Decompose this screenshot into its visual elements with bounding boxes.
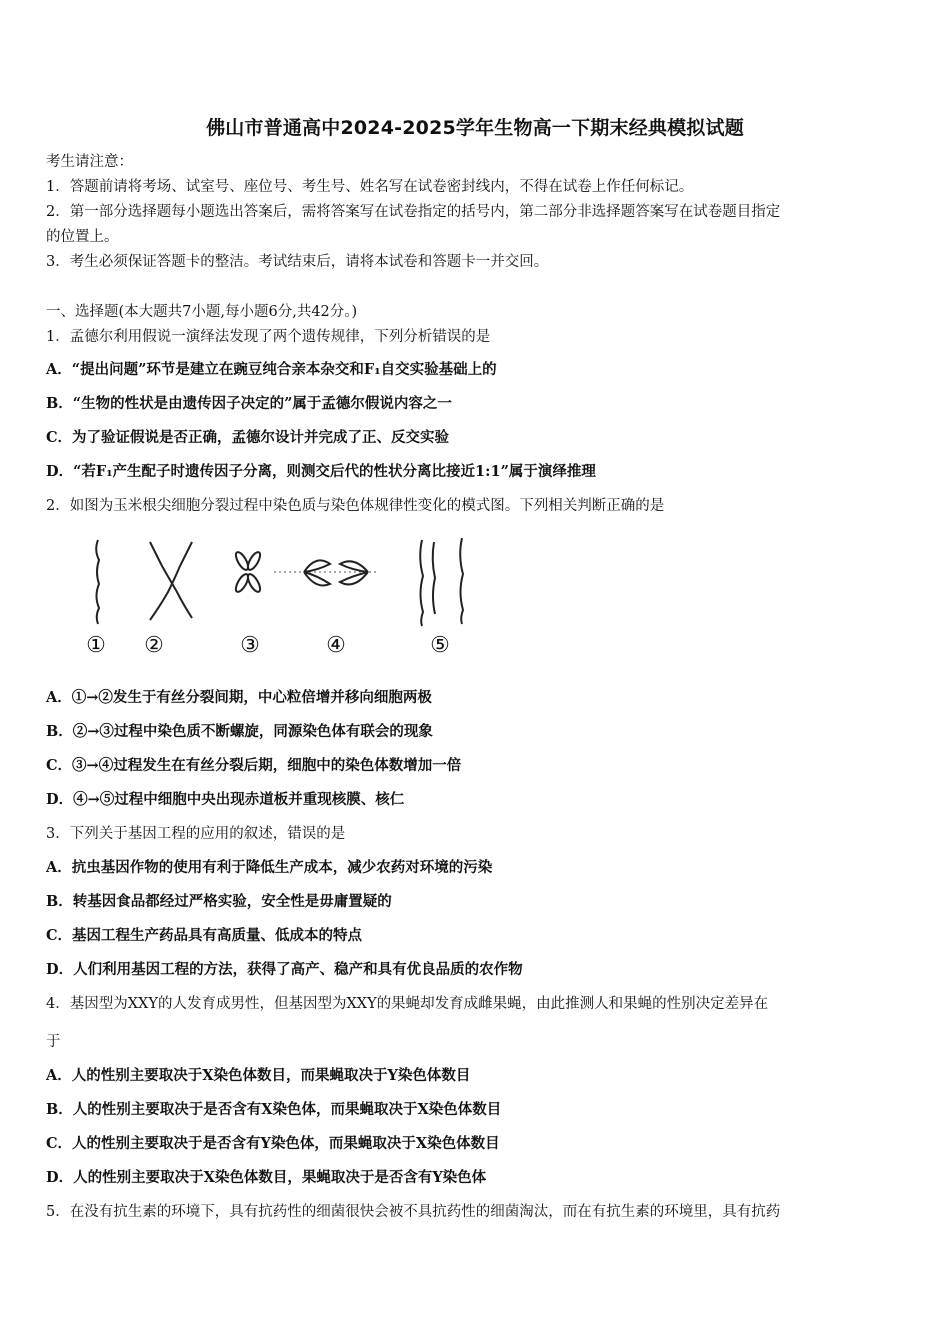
chromosome-figure-4: [304, 560, 368, 585]
page-title: 佛山市普通高中2024-2025学年生物高一下期末经典模拟试题: [206, 117, 744, 139]
option-4a: A．人的性别主要取决于X染色体数目，而果蝇取决于Y染色体数目: [46, 1067, 471, 1084]
chromatin-figure-1: [96, 540, 99, 624]
notice-item: 1．答题前请将考场、试室号、座位号、考生号、姓名写在试卷密封线内，不得在试卷上作任何标记。: [46, 179, 694, 195]
notice-item: 2．第一部分选择题每小题选出答案后，需将答案写在试卷指定的括号内，第二部分非选择题答案写在试卷题目指定: [46, 204, 781, 220]
notice-item: 的位置上。: [46, 229, 119, 245]
chromosome-figure-3: [234, 550, 263, 593]
option-2d: D．④→⑤过程中细胞中央出现赤道板并重现核膜、核仁: [46, 791, 405, 808]
question-stem-5: 5．在没有抗生素的环境下，具有抗药性的细菌很快会被不具抗药性的细菌淘汰，而在有抗生素的环境里，具有抗药: [46, 1204, 781, 1220]
section-heading: 一、选择题(本大题共7小题,每小题6分,共42分。): [46, 304, 358, 320]
figure-label-2: ②: [144, 633, 164, 658]
option-2c: C．③→④过程发生在有丝分裂后期，细胞中的染色体数增加一倍: [46, 757, 462, 774]
chromatin-figure-5: [420, 538, 463, 626]
figure-label-3: ③: [240, 633, 260, 658]
option-3d: D．人们利用基因工程的方法，获得了高产、稳产和具有优良品质的农作物: [46, 961, 523, 978]
option-4b: B．人的性别主要取决于是否含有X染色体，而果蝇取决于X染色体数目: [46, 1101, 502, 1118]
option-3b: B．转基因食品都经过严格实验，安全性是毋庸置疑的: [46, 893, 392, 910]
question-stem-1: 1．孟德尔利用假说一演绎法发现了两个遗传规律，下列分析错误的是: [46, 329, 491, 345]
question-stem-4-cont: 于: [46, 1034, 61, 1050]
option-1b: B．“生物的性状是由遗传因子决定的”属于孟德尔假说内容之一: [46, 395, 452, 412]
notice-heading: 考生请注意：: [46, 154, 133, 170]
figure-label-5: ⑤: [430, 633, 450, 658]
question-stem-4: 4．基因型为XXY的人发育成男性，但基因型为XXY的果蝇却发育成雌果蝇，由此推测人和果蝇的性别决定差异在: [46, 996, 769, 1012]
option-1d: D．“若F₁产生配子时遗传因子分离，则测交后代的性状分离比接近1:1”属于演绎推理: [46, 463, 596, 480]
question-stem-3: 3．下列关于基因工程的应用的叙述，错误的是: [46, 826, 346, 842]
option-1c: C．为了验证假说是否正确，孟德尔设计并完成了正、反交实验: [46, 429, 450, 446]
option-2b: B．②→③过程中染色质不断螺旋，同源染色体有联会的现象: [46, 723, 433, 740]
option-2a: A．①→②发生于有丝分裂间期，中心粒倍增并移向细胞两极: [46, 689, 432, 706]
option-3a: A．抗虫基因作物的使用有利于降低生产成本，减少农药对环境的污染: [46, 859, 493, 876]
chromatin-figure-2: [150, 542, 192, 620]
question-stem-2: 2．如图为玉米根尖细胞分裂过程中染色质与染色体规律性变化的模式图。下列相关判断正确的是: [46, 498, 665, 514]
option-1a: A．“提出问题”环节是建立在豌豆纯合亲本杂交和F₁自交实验基础上的: [46, 361, 497, 378]
notice-item: 3．考生必须保证答题卡的整洁。考试结束后，请将本试卷和答题卡一并交回。: [46, 254, 549, 270]
figure-label-1: ①: [86, 633, 106, 658]
option-3c: C．基因工程生产药品具有高质量、低成本的特点: [46, 927, 363, 944]
figure-label-4: ④: [326, 633, 346, 658]
chromosome-diagram: [46, 528, 476, 668]
option-4c: C．人的性别主要取决于是否含有Y染色体，而果蝇取决于X染色体数目: [46, 1135, 500, 1152]
option-4d: D．人的性别主要取决于X染色体数目，果蝇取决于是否含有Y染色体: [46, 1169, 487, 1186]
